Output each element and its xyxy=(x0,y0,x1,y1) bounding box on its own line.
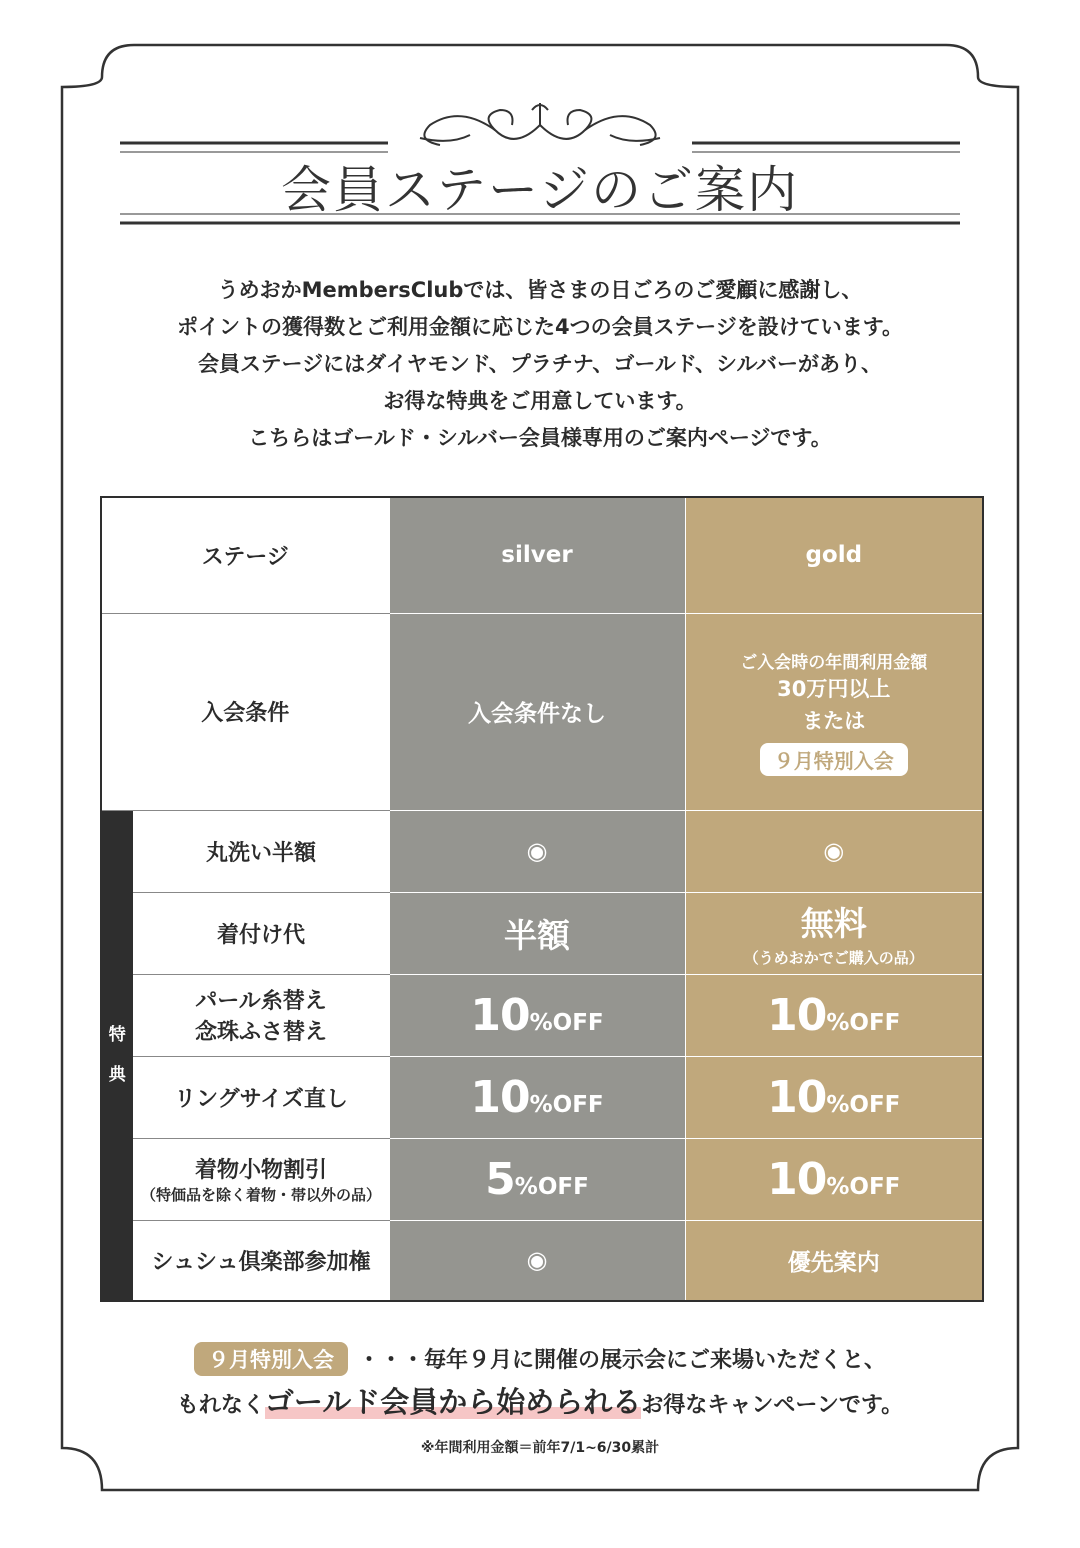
benefit-label: シュシュ倶楽部参加権 xyxy=(133,1220,389,1301)
silver-percent: 10 xyxy=(470,1071,530,1123)
page-title: 会員ステージのご案内 xyxy=(281,161,799,219)
silver-value xyxy=(389,974,685,1056)
silver-header: silver xyxy=(389,497,685,613)
silver-off: %OFF xyxy=(514,1173,589,1200)
gold-percent: 10 xyxy=(767,989,827,1041)
footer-line-2 xyxy=(0,1380,1080,1421)
silver-percent: 5 xyxy=(485,1153,515,1205)
intro-text xyxy=(0,272,1080,457)
gold-value xyxy=(685,974,983,1056)
silver-percent: 10 xyxy=(470,989,530,1041)
footer-text: もれなく xyxy=(176,1393,265,1418)
table-row xyxy=(101,1056,983,1138)
gold-join-line2: 30万円以上 xyxy=(777,676,891,701)
september-special-badge: ９月特別入会 xyxy=(760,743,908,776)
intro-line: 会員ステージにはダイヤモンド、プラチナ、ゴールド、シルバーがあり、 xyxy=(197,352,883,376)
benefit-label: 着付け代 xyxy=(133,892,389,974)
benefit-label-line: 念珠ふさ替え xyxy=(194,1020,327,1045)
intro-line: こちらはゴールド・シルバー会員様専用のご案内ページです。 xyxy=(248,426,832,450)
silver-circle-mark-icon: ◉ xyxy=(389,810,685,892)
table-row xyxy=(101,810,983,892)
gold-join-line1: ご入会時の年間利用金額 xyxy=(740,652,928,673)
gold-value xyxy=(685,1138,983,1220)
benefit-label xyxy=(133,974,389,1056)
stage-header-label: ステージ xyxy=(101,497,389,613)
september-special-badge: ９月特別入会 xyxy=(194,1342,348,1376)
table-row xyxy=(101,1220,983,1301)
benefits-side-char: 特 xyxy=(108,1025,126,1046)
gold-value-note: （うめおかでご購入の品） xyxy=(743,949,924,967)
gold-value: 優先案内 xyxy=(685,1220,983,1301)
benefits-side-char: 典 xyxy=(108,1065,126,1086)
gold-off: %OFF xyxy=(826,1173,901,1200)
benefit-label-note: （特価品を除く着物・帯以外の品） xyxy=(140,1186,381,1204)
silver-join-condition: 入会条件なし xyxy=(389,613,685,810)
silver-value xyxy=(389,1138,685,1220)
benefit-label xyxy=(133,1138,389,1220)
footer-line-1 xyxy=(0,1342,1080,1376)
table-row xyxy=(101,613,983,810)
gold-percent: 10 xyxy=(767,1153,827,1205)
gold-circle-mark-icon: ◉ xyxy=(685,810,983,892)
gold-value xyxy=(685,892,983,974)
benefits-side-label xyxy=(101,810,133,1301)
gold-off: %OFF xyxy=(826,1091,901,1118)
table-row xyxy=(101,974,983,1056)
silver-value: 半額 xyxy=(389,892,685,974)
table-row xyxy=(101,1138,983,1220)
benefit-label-main: 着物小物割引 xyxy=(194,1158,327,1183)
benefit-label: 丸洗い半額 xyxy=(133,810,389,892)
benefit-label-line: パール糸替え xyxy=(195,989,327,1014)
benefit-label: リングサイズ直し xyxy=(133,1056,389,1138)
gold-join-line3: または xyxy=(802,708,866,733)
flourish-ornament-icon xyxy=(420,103,660,145)
silver-off: %OFF xyxy=(529,1091,604,1118)
silver-value xyxy=(389,1056,685,1138)
intro-line: お得な特典をご用意しています。 xyxy=(383,389,697,413)
join-condition-label: 入会条件 xyxy=(101,613,389,810)
gold-join-condition xyxy=(685,613,983,810)
gold-value-main: 無料 xyxy=(800,904,867,943)
footer-note: ※年間利用金額＝前年7/1~6/30累計 xyxy=(420,1440,660,1456)
gold-value xyxy=(685,1056,983,1138)
gold-off: %OFF xyxy=(826,1009,901,1036)
silver-circle-mark-icon: ◉ xyxy=(389,1220,685,1301)
footer-text: お得なキャンペーンです。 xyxy=(641,1393,904,1418)
stage-comparison-table xyxy=(100,496,984,1302)
intro-line: うめおかMembersClubでは、皆さまの日ごろのご愛顧に感謝し、 xyxy=(217,278,863,302)
footer-text: ・・・毎年９月に開催の展示会にご来場いただくと、 xyxy=(357,1348,886,1373)
intro-line: ポイントの獲得数とご利用金額に応じた4つの会員ステージを設けています。 xyxy=(176,315,904,339)
silver-off: %OFF xyxy=(529,1009,604,1036)
table-row xyxy=(101,497,983,613)
gold-percent: 10 xyxy=(767,1071,827,1123)
gold-header: gold xyxy=(685,497,983,613)
table-row xyxy=(101,892,983,974)
footer-emphasis: ゴールド会員から始められる xyxy=(264,1385,642,1419)
